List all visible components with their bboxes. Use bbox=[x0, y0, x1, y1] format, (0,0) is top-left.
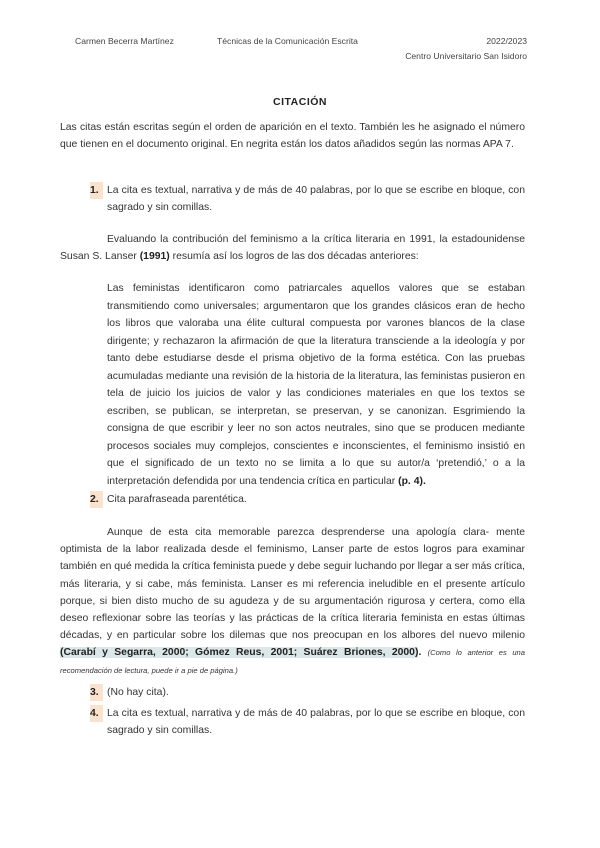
item-number: 2. bbox=[90, 491, 103, 508]
footnote-remark: (Como lo anterior es una recomendación de lectura, puede ir a pie de página.) bbox=[60, 648, 525, 675]
list-item-4 bbox=[90, 705, 525, 739]
block-quote bbox=[107, 280, 525, 490]
citation-year: (1991) bbox=[139, 251, 170, 262]
header-course: Técnicas de la Comunicación Escrita bbox=[217, 36, 358, 46]
list-item-2 bbox=[90, 491, 525, 508]
text: Aunque de esta cita memorable parezca desprenderse una apología clara- mente optimista de la labor realizada desde el feminismo, Lanser parte de estos logros para examinar también en qué medida la crítica feminista puede y debe seguir luchando por llegar a ser más crítica, más literaria, y si cabe, más feminista. Lanser es mi referencia ineludible en el presente artículo porque, si bien disto mucho de su agudeza y de su argumentación rigurosa y certera, como ella deseo reflexionar sobre las teorías y las prácticas de la crítica literaria feminista en estas últimas décadas, y en particular sobre los dilemas que nos preocupan en los albores del nuevo milenio bbox=[60, 527, 525, 642]
item-text: La cita es textual, narrativa y de más de 40 palabras, por lo que se escribe en bloque, con sagrado y sin comillas. bbox=[107, 708, 525, 736]
header-year: 2022/2023 bbox=[486, 36, 527, 46]
list-item-1 bbox=[90, 182, 525, 216]
item-text: Cita parafraseada parentética. bbox=[107, 494, 247, 505]
quote-text: Las feministas identificaron como patriarcales aquellos valores que se estaban transmitiendo como universales; argumentaron que los grandes clásicos eran de hecho los libros que valoraba una élite cultural compuesta por varones blancos de la clase dirigente; y rechazaron la afirmación de que la literatura transciende a la ideología y por tanto debe estudiarse desde el prisma objetivo de la forma estética. Con las pruebas acumuladas mediante una revisión de la historia de la literatura, las feministas pusieron en tela de juicio los juicios de valor y las condiciones materiales en que los textos se escriben, se publican, se interpretan, se preservan, y se canonizan. Esgrimiendo la consigna de que escribir y leer no son actos neutrales, sino que se producen mediante procesos sociales muy complejos, conscientes e inconscientes, el feminismo insistió en que el significado de un texto no se limita a lo que su autor/a ‘pretendió,’ o a la interpretación defendida por una tendencia crítica en particular bbox=[107, 283, 525, 487]
paragraph-evaluando bbox=[60, 231, 525, 265]
item-text: (No hay cita). bbox=[107, 687, 169, 698]
intro-paragraph: Las citas están escritas según el orden de aparición en el texto. También les he asignado el número que tienen en el documento original. En negrita están los datos añadidos según las normas APA 7. bbox=[60, 122, 525, 150]
item-number: 4. bbox=[90, 705, 103, 722]
page-title: CITACIÓN bbox=[273, 96, 327, 108]
header-institution: Centro Universitario San Isidoro bbox=[405, 51, 527, 61]
header-author: Carmen Becerra Martínez bbox=[75, 36, 174, 46]
text: resumía así los logros de las dos décadas anteriores: bbox=[169, 251, 419, 262]
item-number: 3. bbox=[90, 684, 103, 701]
highlighted-citation: (Carabí y Segarra, 2000; Gómez Reus, 2001; Suárez Briones, 2000) bbox=[60, 647, 419, 659]
list-item-3 bbox=[90, 684, 525, 701]
period: . bbox=[418, 647, 428, 659]
paragraph-aunque bbox=[60, 524, 525, 679]
item-text: La cita es textual, narrativa y de más de 40 palabras, por lo que se escribe en bloque, con sagrado y sin comillas. bbox=[107, 185, 525, 213]
item-number: 1. bbox=[90, 182, 103, 199]
quote-page: (p. 4). bbox=[398, 475, 426, 487]
text: Evaluando la contribución del feminismo a la crítica literaria en 1991, la estadounidense Susan S. Lanser bbox=[60, 234, 525, 262]
